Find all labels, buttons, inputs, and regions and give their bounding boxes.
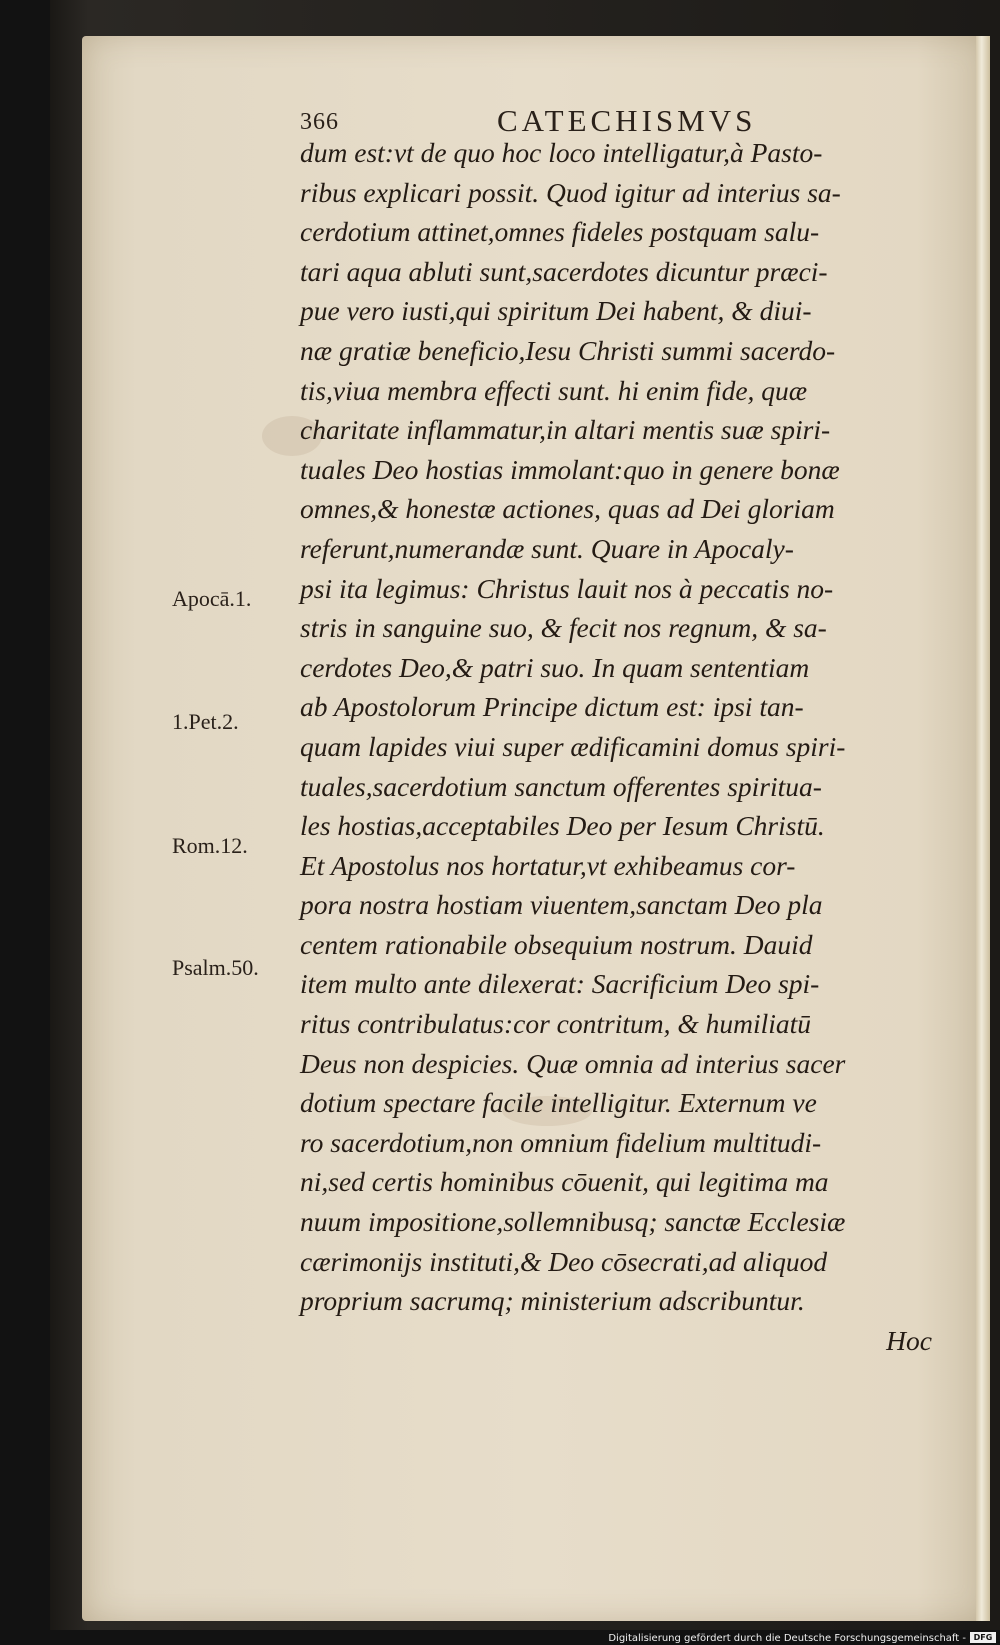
- margin-note-peter: 1.Pet.2.: [172, 709, 239, 734]
- text-line: næ gratiæ beneficio,Iesu Christi summi sacerdo-: [300, 334, 836, 366]
- text-line: tari aqua abluti sunt,sacerdotes dicuntur præci-: [300, 255, 828, 287]
- dfg-logo-icon: DFG: [970, 1632, 996, 1643]
- text-line: tis,viua membra effecti sunt. hi enim fide, quæ: [300, 374, 808, 406]
- margin-note-romans: Rom.12.: [172, 833, 248, 858]
- catchword: Hoc: [886, 1324, 932, 1356]
- text-line: omnes,& honestæ actiones, quas ad Dei gloriam: [300, 493, 835, 525]
- text-line: cærimonijs instituti,& Deo cōsecrati,ad aliquod: [300, 1245, 828, 1277]
- text-line: psi ita legimus: Christus lauit nos à peccatis no-: [300, 572, 834, 604]
- page-number: 366: [300, 109, 339, 135]
- text-line: Et Apostolus nos hortatur,vt exhibeamus cor-: [300, 849, 796, 881]
- margin-note-psalm: Psalm.50.: [172, 955, 259, 980]
- footer-bar: [0, 1630, 1000, 1645]
- text-line: dum est:vt de quo hoc loco intelligatur,à Pasto-: [300, 137, 823, 168]
- text-line: stris in sanguine suo, & fecit nos regnum, & sa-: [300, 612, 827, 644]
- text-line: pue vero iusti,qui spiritum Dei habent, & diui-: [300, 295, 812, 327]
- text-line: proprium sacrumq; ministerium adscribuntur.: [300, 1285, 805, 1317]
- page-edge: [976, 36, 990, 1621]
- text-line: tuales Deo hostias immolant:quo in genere bonæ: [300, 453, 840, 485]
- text-line: centem rationabile obsequium nostrum. Dauid: [300, 928, 813, 960]
- funding-credit: Digitalisierung gefördert durch die Deutsche Forschungsgemeinschaft -: [608, 1633, 966, 1644]
- text-line: ni,sed certis hominibus cōuenit, qui legitima ma: [300, 1166, 829, 1198]
- text-line: cerdotes Deo,& patri suo. In quam sententiam: [300, 651, 810, 683]
- text-line: ro sacerdotium,non omnium fidelium multitudi-: [300, 1126, 822, 1158]
- text-line: dotium spectare facile intelligitur. Externum ve: [300, 1087, 817, 1119]
- text-line: ribus explicari possit. Quod igitur ad interius sa-: [300, 176, 841, 208]
- text-line: tuales,sacerdotium sanctum offerentes spiritua-: [300, 770, 822, 802]
- text-line: nuum impositione,sollemnibusq; sanctæ Ecclesiæ: [300, 1206, 846, 1238]
- text-line: referunt,numerandæ sunt. Quare in Apocaly-: [300, 532, 794, 564]
- text-line: cerdotium attinet,omnes fideles postquam salu-: [300, 216, 820, 248]
- text-line: les hostias,acceptabiles Deo per Iesum Christū.: [300, 810, 825, 842]
- running-title: CATECHISMVS: [497, 103, 757, 138]
- margin-note-apocalypse: Apocā.1.: [172, 586, 252, 611]
- text-line: ritus contribulatus:cor contritum, & humiliatū: [300, 1008, 812, 1040]
- body-text: [300, 133, 940, 1360]
- text-line: charitate inflammatur,in altari mentis suæ spiri-: [300, 414, 831, 446]
- text-line: pora nostra hostiam viuentem,sanctam Deo pla: [300, 889, 823, 921]
- text-line: quam lapides viui super ædificamini domus spiri-: [300, 730, 846, 762]
- text-line: ab Apostolorum Principe dictum est: ipsi tan-: [300, 691, 804, 723]
- text-line: item multo ante dilexerat: Sacrificium Deo spi-: [300, 968, 820, 1000]
- text-line: Deus non despicies. Quæ omnia ad interius sacer: [300, 1047, 846, 1079]
